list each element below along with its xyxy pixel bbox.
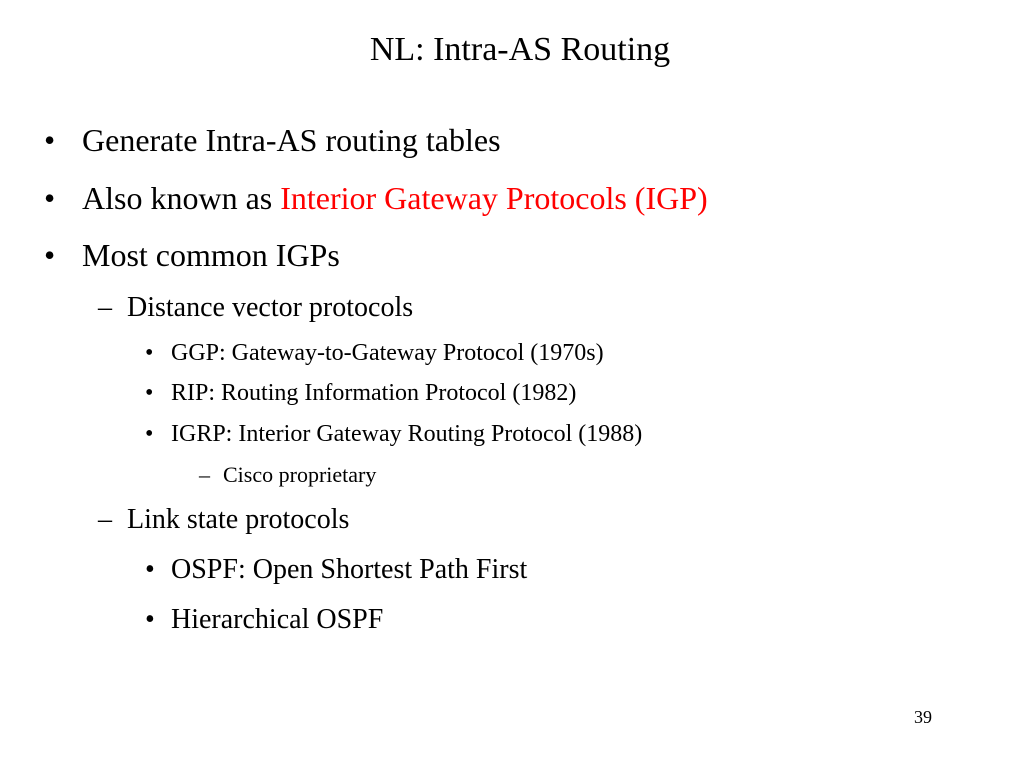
page-number: 39 xyxy=(914,707,932,727)
item-distance-vector: Distance vector protocols xyxy=(127,292,414,323)
item-link-state: Link state protocols xyxy=(127,504,350,535)
item-ospf: OSPF: Open Shortest Path First xyxy=(171,554,528,585)
bullet-most-common-igps: Most common IGPs xyxy=(82,237,340,273)
item-hierarchical-ospf: Hierarchical OSPF xyxy=(171,604,384,635)
dash-marker: – xyxy=(98,504,112,535)
bullet-marker: • xyxy=(145,554,155,585)
bullet-also-known-prefix: Also known as xyxy=(82,180,281,216)
item-ggp: GGP: Gateway-to-Gateway Protocol (1970s) xyxy=(171,340,604,366)
bullet-marker: • xyxy=(145,340,154,366)
bullet-also-known-as xyxy=(82,179,708,217)
bullet-marker: • xyxy=(145,380,154,406)
slide-title: NL: Intra-AS Routing xyxy=(369,31,671,68)
dash-marker: – xyxy=(199,462,210,487)
item-igrp: IGRP: Interior Gateway Routing Protocol (1988) xyxy=(171,421,643,447)
bullet-generate-tables: Generate Intra-AS routing tables xyxy=(82,122,501,158)
bullet-marker: • xyxy=(44,237,56,273)
igp-highlight-text: Interior Gateway Protocols (IGP) xyxy=(280,180,708,216)
bullet-marker: • xyxy=(44,122,56,158)
bullet-marker: • xyxy=(145,604,155,635)
bullet-marker: • xyxy=(145,421,154,447)
bullet-marker: • xyxy=(44,180,56,216)
item-cisco-proprietary: Cisco proprietary xyxy=(223,462,377,487)
item-rip: RIP: Routing Information Protocol (1982) xyxy=(171,380,577,406)
dash-marker: – xyxy=(98,292,112,323)
